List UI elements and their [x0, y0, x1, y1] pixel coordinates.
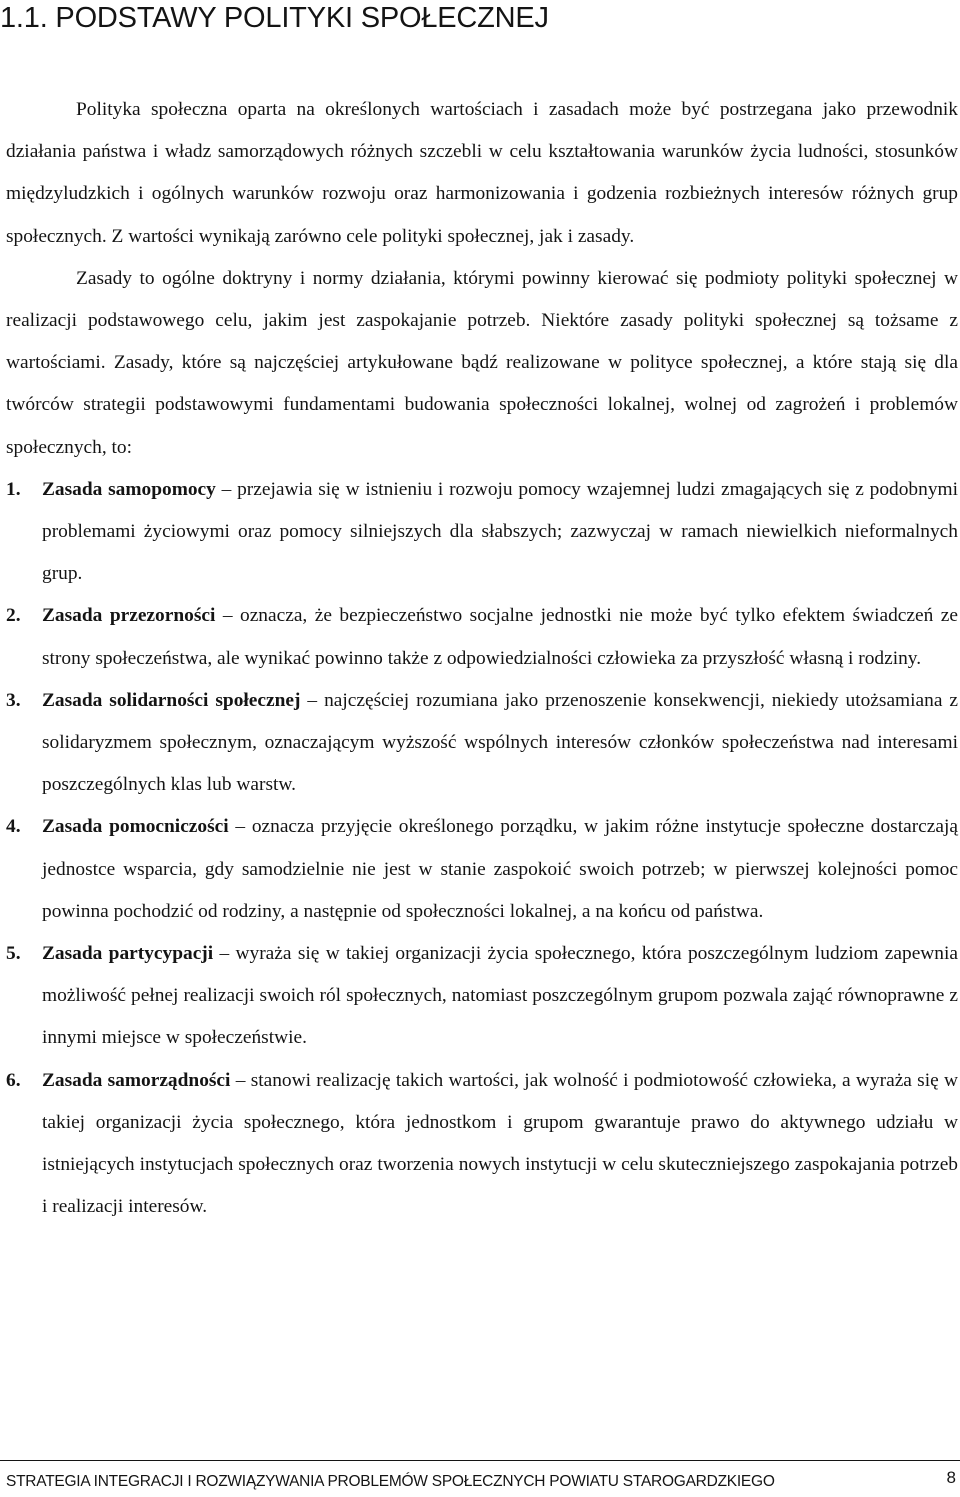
list-item-number: 4.	[6, 816, 21, 838]
page-footer	[6, 1470, 960, 1494]
principles-list	[6, 469, 958, 1229]
list-item	[6, 469, 958, 596]
list-item	[6, 595, 958, 679]
list-item-number: 2.	[6, 605, 21, 627]
principle-description: – oznacza, że bezpieczeństwo socjalne jednostki nie może być tylko efektem świadczeń ze strony społeczeństwa, ale wynikać powinno także z odpowiedzialności człowieka za przyszłość własną i rodziny.	[42, 605, 958, 669]
list-item-number: 6.	[6, 1069, 21, 1091]
principle-term: Zasada solidarności społecznej	[42, 689, 301, 711]
principle-term: Zasada samopomocy	[42, 478, 216, 500]
list-item	[6, 1060, 958, 1229]
list-item-number: 3.	[6, 689, 21, 711]
list-item-number: 1.	[6, 478, 21, 500]
list-item	[6, 806, 958, 933]
list-item	[6, 680, 958, 807]
principle-description: – wyraża się w takiej organizacji życia społecznego, która poszczególnym ludziom zapewnia możliwość pełnej realizacji swoich ról społecznych, natomiast poszczególnym grupom pozwala zająć równoprawne z innymi miejsce w społeczeństwie.	[42, 943, 958, 1049]
list-item	[6, 933, 958, 1060]
principle-term: Zasada pomocniczości	[42, 816, 229, 838]
principle-term: Zasada przezorności	[42, 605, 216, 627]
document-body	[6, 89, 958, 1228]
principle-term: Zasada partycypacji	[42, 943, 214, 965]
intro-paragraph: Polityka społeczna oparta na określonych wartościach i zasadach może być postrzegana jako przewodnik działania państwa i władz samorządowych różnych szczebli w celu kształtowania warunków życia ludności, stosunków międzyludzkich i ogólnych warunków rozwoju oraz harmonizowania i godzenia rozbieżnych interesów różnych grup społecznych. Z wartości wynikają zarówno cele polityki społecznej, jak i zasady.	[6, 99, 958, 247]
footer-title: STRATEGIA INTEGRACJI I ROZWIĄZYWANIA PROBLEMÓW SPOŁECZNYCH POWIATU STAROGARDZKIEGO	[6, 1473, 775, 1490]
principles-intro-paragraph: Zasady to ogólne doktryny i normy działania, którymi powinny kierować się podmioty polityki społecznej w realizacji podstawowego celu, jakim jest zaspokajanie potrzeb. Niektóre zasady polityki społecznej są tożsame z wartościami. Zasady, które są najczęściej artykułowane bądź realizowane w polityce społecznej, a które stają się dla twórców strategii podstawowymi fundamentami budowania społeczności lokalnej, wolnej od zagrożeń i problemów społecznych, to:	[6, 267, 958, 458]
principle-term: Zasada samorządności	[42, 1069, 231, 1091]
page-title: 1.1. PODSTAWY POLITYKI SPOŁECZNEJ	[0, 2, 549, 34]
footer-divider	[0, 1460, 960, 1461]
principle-description: – najczęściej rozumiana jako przenoszenie konsekwencji, niekiedy utożsamiana z solidaryzmem społecznym, oznaczającym wyższość wspólnych interesów członków społeczeństwa nad interesami poszczególnych klas lub warstw.	[42, 689, 958, 796]
page-number: 8	[946, 1468, 956, 1487]
principle-description: – oznacza przyjęcie określonego porządku, w jakim różne instytucje społeczne dostarczają jednostce wsparcia, gdy samodzielnie nie jest w stanie zaspokoić swoich potrzeb; w pierwszej kolejności pomoc powinna pochodzić od rodziny, a następnie od społeczności lokalnej, a na końcu od państwa.	[42, 816, 958, 922]
list-item-number: 5.	[6, 943, 21, 965]
principle-description: – stanowi realizację takich wartości, jak wolność i podmiotowość człowieka, a wyraża się w takiej organizacji życia społecznego, która jednostkom i grupom gwarantuje prawo do aktywnego udziału w istniejących instytucjach społecznych oraz tworzenia nowych instytucji w celu skuteczniejszego zaspokajania potrzeb i realizacji interesów.	[42, 1069, 959, 1218]
principle-description: – przejawia się w istnieniu i rozwoju pomocy wzajemnej ludzi zmagających się z podobnymi problemami życiowymi oraz pomocy silniejszych dla słabszych; zazwyczaj w ramach niewielkich nieformalnych grup.	[42, 478, 958, 585]
